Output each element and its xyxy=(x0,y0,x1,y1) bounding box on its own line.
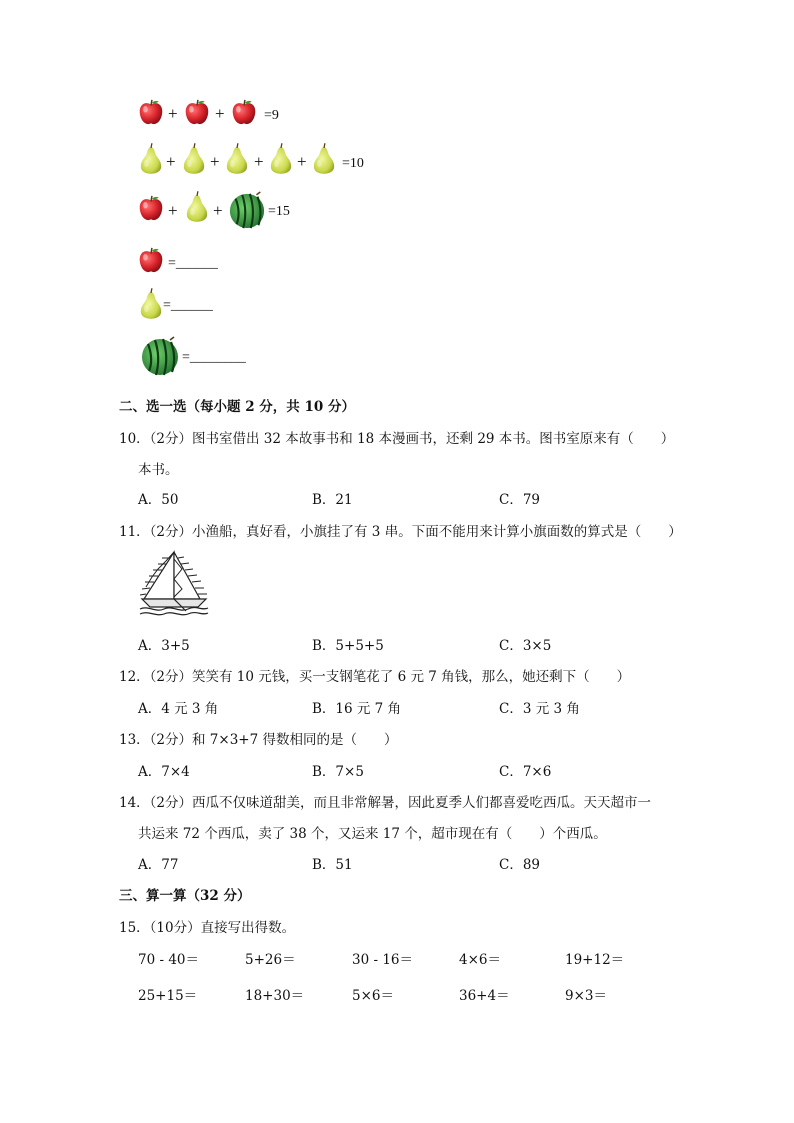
row2-result: =10 xyxy=(342,156,364,171)
pear-icon xyxy=(225,142,249,176)
q11-option-c: C．3×5 xyxy=(499,638,552,654)
plus-sign: + xyxy=(210,152,220,171)
q12-option-b: B．16 元 7 角 xyxy=(312,701,402,717)
calc-item: 70 - 40＝ xyxy=(138,952,200,968)
q14-option-b: B．51 xyxy=(312,857,353,873)
calc-item: 5×6＝ xyxy=(352,988,394,1004)
q13-option-a: A．7×4 xyxy=(138,764,190,780)
question-10-line2: 本书。 xyxy=(138,462,179,478)
calc-item: 25+15＝ xyxy=(138,988,198,1004)
pear-icon xyxy=(312,142,336,176)
pear-answer-blank: =______ xyxy=(163,298,213,313)
section2-heading: 二、选一选（每小题 2 分，共 10 分） xyxy=(119,399,355,415)
watermelon-icon xyxy=(228,191,266,229)
q13-option-b: B．7×5 xyxy=(312,764,364,780)
q10-option-b: B．21 xyxy=(312,492,353,508)
plus-sign: + xyxy=(254,152,264,171)
apple-icon xyxy=(183,98,211,128)
calc-item: 19+12＝ xyxy=(565,952,625,968)
plus-sign: + xyxy=(166,152,176,171)
apple-icon xyxy=(137,246,165,276)
watermelon-answer-blank: =________ xyxy=(182,350,246,365)
plus-sign: + xyxy=(297,152,307,171)
pear-icon xyxy=(182,142,206,176)
question-13: 13．（2分）和 7×3+7 得数相同的是（ ） xyxy=(119,732,398,748)
calc-item: 4×6＝ xyxy=(459,952,501,968)
question-14-line1: 14．（2分）西瓜不仅味道甜美，而且非常解暑，因此夏季人们都喜爱吃西瓜。天天超市一 xyxy=(119,795,652,811)
calc-item: 9×3＝ xyxy=(565,988,607,1004)
calc-item: 5+26＝ xyxy=(245,952,296,968)
plus-sign: + xyxy=(213,201,223,220)
pear-icon xyxy=(269,142,293,176)
q10-option-a: A．50 xyxy=(138,492,179,508)
row3-result: =15 xyxy=(268,204,290,219)
pear-icon xyxy=(139,287,163,321)
question-12: 12．（2分）笑笑有 10 元钱，买一支钢笔花了 6 元 7 角钱，那么，她还剩下（ ） xyxy=(119,669,631,685)
q10-option-c: C．79 xyxy=(499,492,541,508)
question-15: 15．（10分）直接写出得数。 xyxy=(119,920,296,936)
apple-icon xyxy=(137,194,165,224)
q11-option-a: A．3+5 xyxy=(138,638,190,654)
pear-icon xyxy=(139,142,163,176)
q13-option-c: C．7×6 xyxy=(499,764,552,780)
q12-option-c: C．3 元 3 角 xyxy=(499,701,580,717)
calc-item: 18+30＝ xyxy=(245,988,305,1004)
section3-heading: 三、算一算（32 分） xyxy=(119,888,251,904)
apple-icon xyxy=(137,98,165,128)
question-10-line1: 10．（2分）图书室借出 32 本故事书和 18 本漫画书，还剩 29 本书。图书室原来有（ ） xyxy=(119,431,675,447)
question-11: 11．（2分）小渔船，真好看，小旗挂了有 3 串。下面不能用来计算小旗面数的算式是（ ） xyxy=(119,524,682,540)
calc-item: 30 - 16＝ xyxy=(352,952,414,968)
row1-result: =9 xyxy=(264,108,279,123)
q14-option-a: A．77 xyxy=(138,857,179,873)
q11-option-b: B．5+5+5 xyxy=(312,638,384,654)
apple-answer-blank: =______ xyxy=(168,256,218,271)
q12-option-a: A．4 元 3 角 xyxy=(138,701,219,717)
sailboat-image xyxy=(138,549,210,617)
plus-sign: + xyxy=(168,104,178,123)
plus-sign: + xyxy=(215,104,225,123)
plus-sign: + xyxy=(168,201,178,220)
watermelon-icon xyxy=(140,336,180,376)
q14-option-c: C．89 xyxy=(499,857,541,873)
pear-icon xyxy=(185,190,209,224)
question-14-line2: 共运来 72 个西瓜，卖了 38 个，又运来 17 个，超市现在有（ ）个西瓜。 xyxy=(138,826,607,842)
calc-item: 36+4＝ xyxy=(459,988,510,1004)
apple-icon xyxy=(230,98,258,128)
